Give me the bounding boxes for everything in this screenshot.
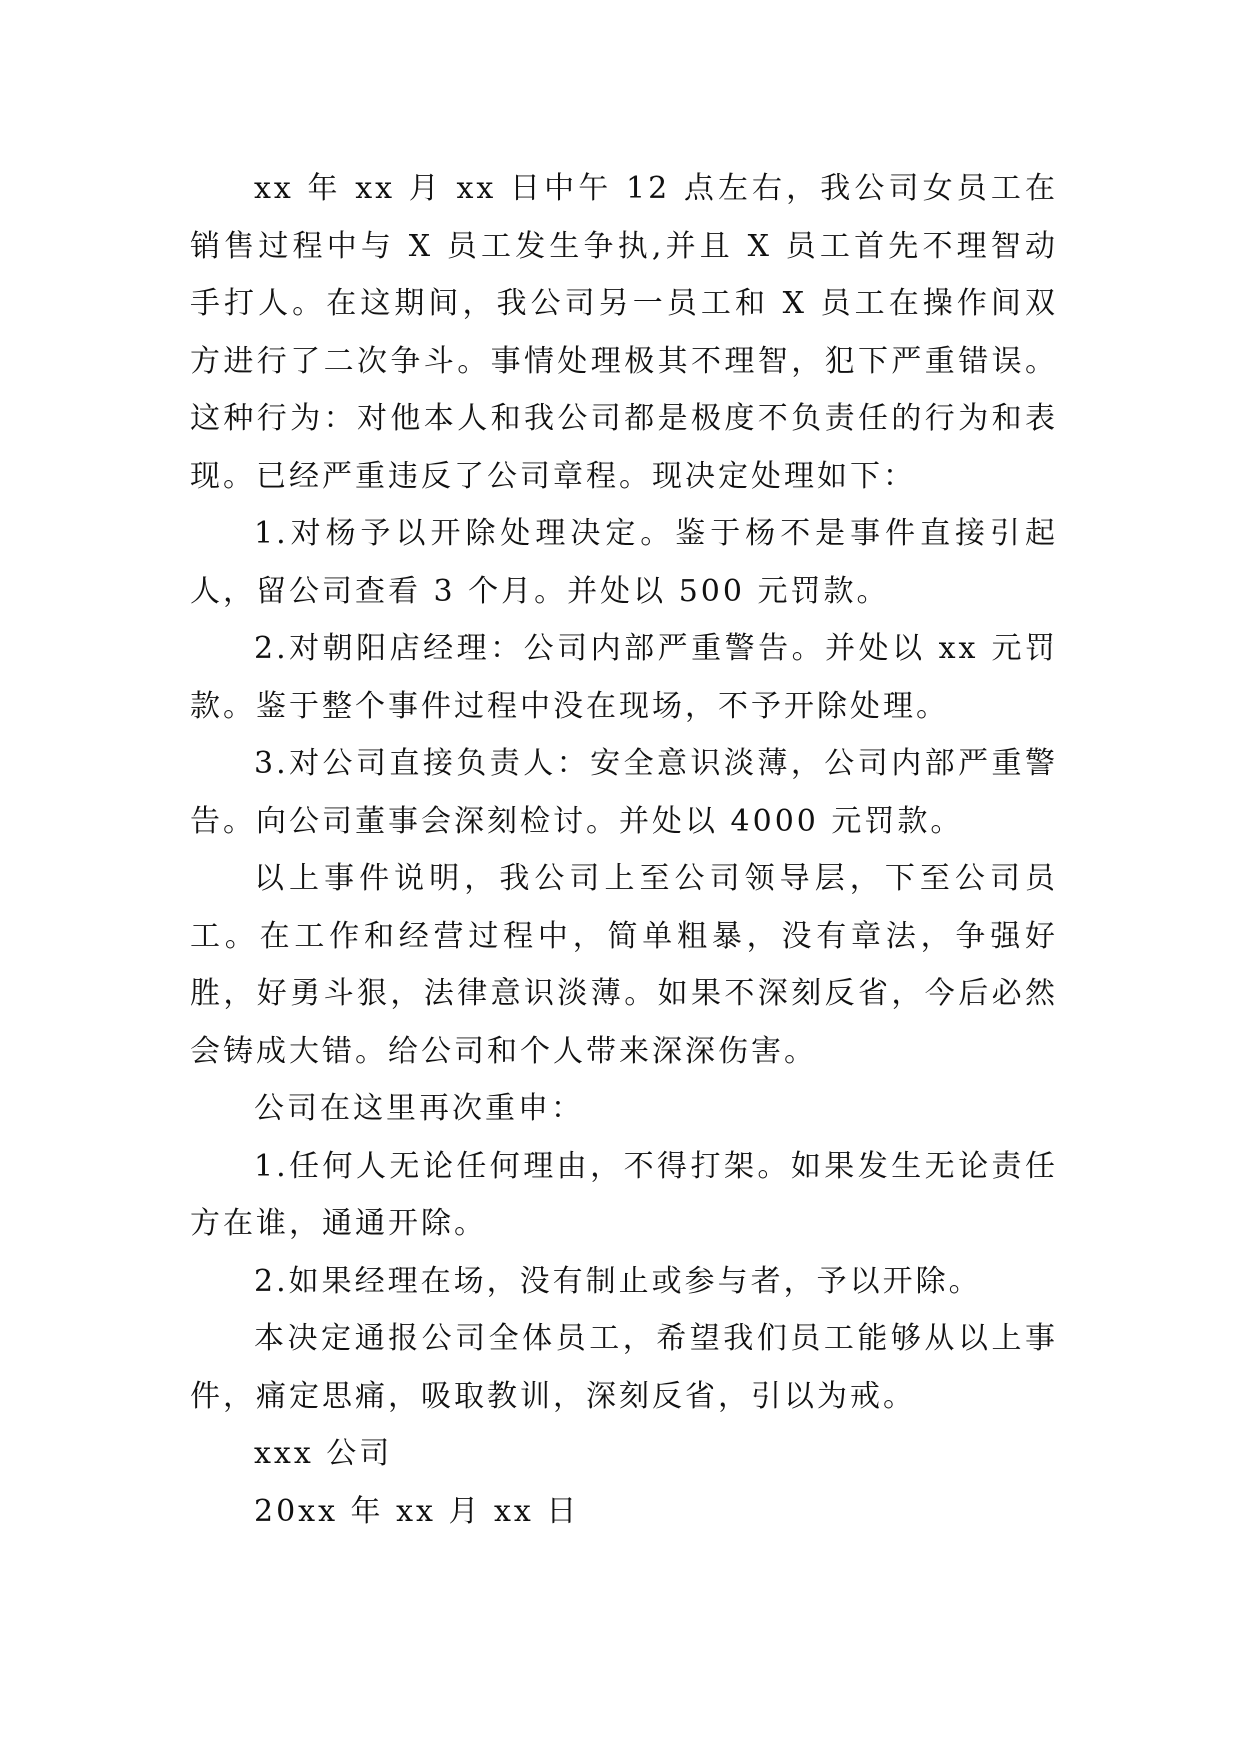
paragraph-decision-2: 2.对朝阳店经理：公司内部严重警告。并处以 xx 元罚款。鉴于整个事件过程中没在现场，不予开除处理。 [190, 631, 1058, 724]
paragraph-decision-3: 3.对公司直接负责人：安全意识淡薄，公司内部严重警告。向公司董事会深刻检讨。并处以 4000 元罚款。 [190, 746, 1058, 839]
paragraph-decision-1: 1.对杨予以开除处理决定。鉴于杨不是事件直接引起人，留公司查看 3 个月。并处以 500 元罚款。 [190, 516, 1058, 609]
paragraph-summary: 以上事件说明，我公司上至公司领导层，下至公司员工。在工作和经营过程中，简单粗暴，没有章法，争强好胜，好勇斗狠，法律意识淡薄。如果不深刻反省，今后必然会铸成大错。给公司和个人带来深深伤害。 [190, 861, 1058, 1069]
paragraph-rule-2: 2.如果经理在场，没有制止或参与者，予以开除。 [254, 1263, 982, 1299]
paragraph-notice: 本决定通报公司全体员工，希望我们员工能够从以上事件，痛定思痛，吸取教训，深刻反省，引以为戒。 [190, 1321, 1058, 1414]
signature-date: 20xx 年 xx 月 xx 日 [254, 1493, 580, 1529]
paragraph-reiterate-heading: 公司在这里再次重申： [254, 1091, 584, 1126]
document-body [190, 160, 1058, 1540]
paragraph-rule-1: 1.任何人无论任何理由，不得打架。如果发生无论责任方在谁，通通开除。 [190, 1148, 1058, 1241]
signature-company: xxx 公司 [254, 1436, 393, 1471]
paragraph-incident: xx 年 xx 月 xx 日中午 12 点左右，我公司女员工在销售过程中与 X 员工发生争执,并且 X 员工首先不理智动手打人。在这期间，我公司另一员工和 X 员工在操作间双方进行了二次争斗。事情处理极其不理智，犯下严重错误。这种行为：对他本人和我公司都是极度不负责任的行为和表现。已经严重违反了公司章程。现决定处理如下： [190, 171, 1058, 494]
